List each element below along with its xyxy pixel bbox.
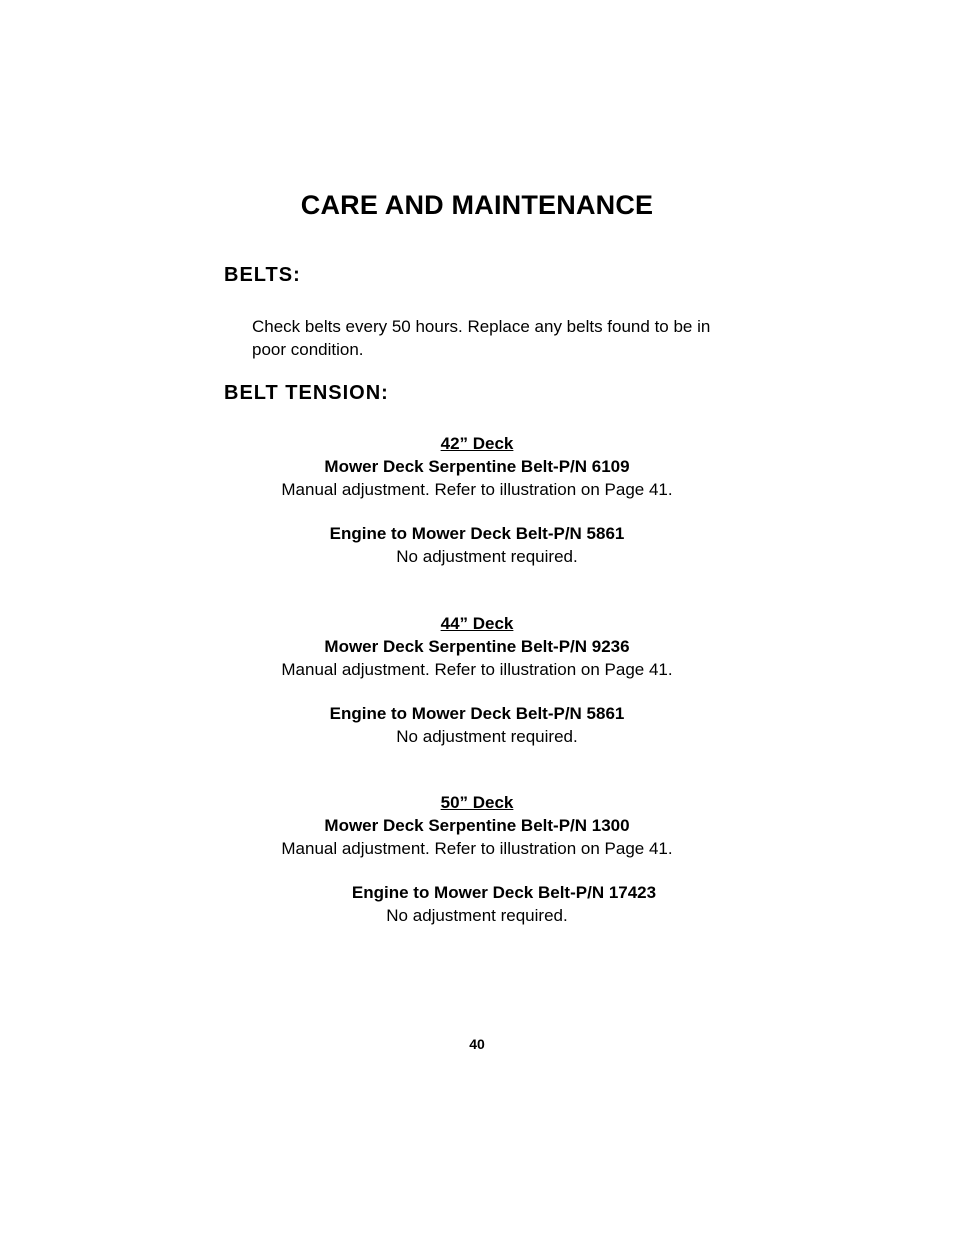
- engine-belt-note: No adjustment required.: [396, 547, 578, 566]
- deck-label: 42” Deck: [440, 434, 514, 453]
- deck-label: 50” Deck: [440, 793, 514, 812]
- serpentine-belt-title: Mower Deck Serpentine Belt-P/N 9236: [324, 637, 630, 656]
- page-title: CARE AND MAINTENANCE: [300, 190, 654, 220]
- belts-heading: BELTS:: [224, 264, 301, 286]
- engine-belt-title: Engine to Mower Deck Belt-P/N 5861: [329, 704, 625, 723]
- engine-belt-note: No adjustment required.: [396, 727, 578, 746]
- serpentine-belt-note: Manual adjustment. Refer to illustration on Page 41.: [281, 660, 673, 679]
- engine-belt-note: No adjustment required.: [386, 906, 568, 925]
- engine-belt-title: Engine to Mower Deck Belt-P/N 5861: [329, 524, 625, 543]
- engine-belt-title: Engine to Mower Deck Belt-P/N 17423: [351, 883, 657, 902]
- belts-paragraph: Check belts every 50 hours. Replace any belts found to be in poor condition.: [252, 317, 711, 359]
- serpentine-belt-note: Manual adjustment. Refer to illustration on Page 41.: [281, 839, 673, 858]
- deck-label: 44” Deck: [440, 614, 514, 633]
- page-number: 40: [469, 1036, 485, 1052]
- serpentine-belt-title: Mower Deck Serpentine Belt-P/N 6109: [324, 457, 630, 476]
- serpentine-belt-title: Mower Deck Serpentine Belt-P/N 1300: [324, 816, 630, 835]
- belt-tension-heading: BELT TENSION:: [224, 382, 389, 404]
- serpentine-belt-note: Manual adjustment. Refer to illustration on Page 41.: [281, 480, 673, 499]
